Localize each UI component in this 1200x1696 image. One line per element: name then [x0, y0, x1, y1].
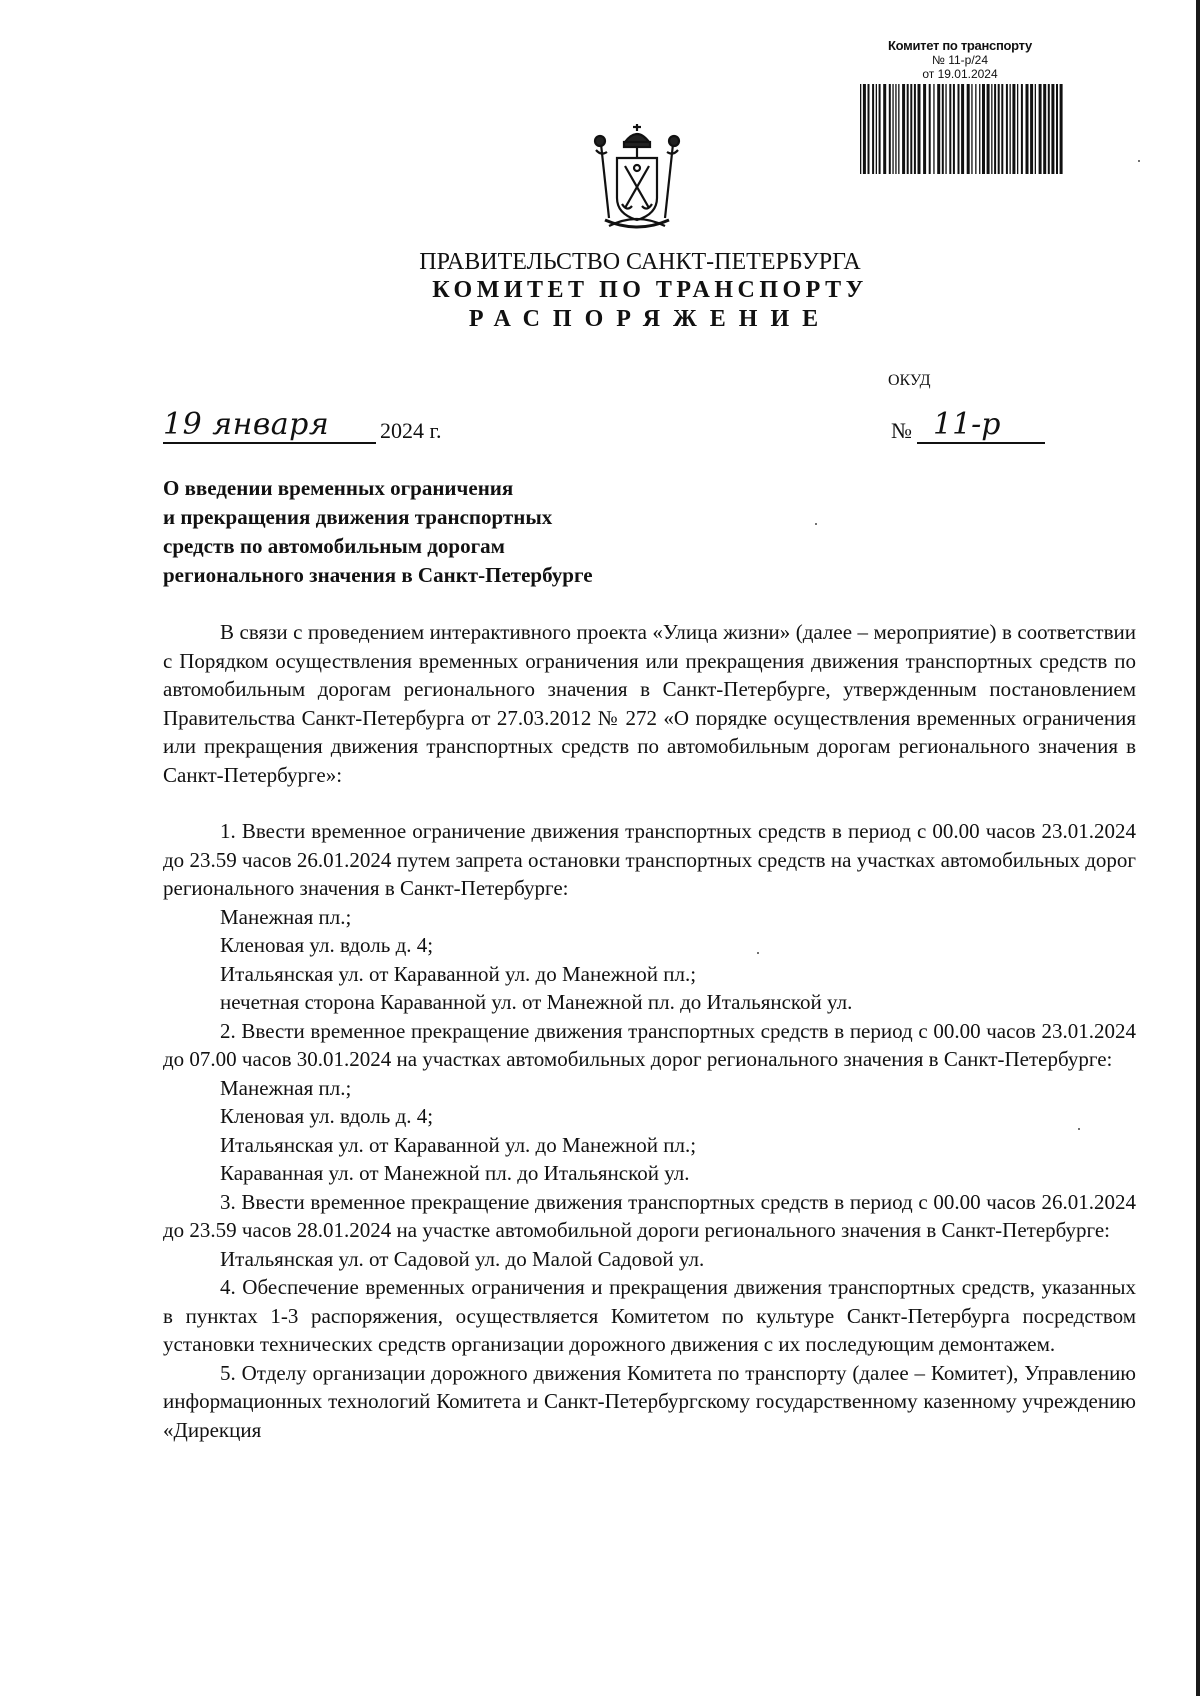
barcode-bar — [937, 84, 940, 174]
subject-line: О введении временных ограничения — [163, 476, 514, 500]
barcode-bar — [867, 84, 869, 174]
barcode-bar — [952, 84, 954, 174]
barcode-bar — [982, 84, 985, 174]
subject-line: регионального значения в Санкт-Петербурге — [163, 563, 593, 587]
page-edge — [1196, 0, 1200, 1696]
document-number — [891, 407, 1056, 447]
barcode-icon — [858, 84, 1063, 174]
handwritten-date: 19 января — [163, 407, 330, 442]
item-4-paragraph: 4. Обеспечение временных ограничения и прекращения движения транспортных средств, указанных в пунктах 1-3 распоряжения, осуществляется Комитетом по культуре Санкт-Петербурга посредством установки технических средств организации дорожного движения с их последующим демонтажем. — [163, 1275, 1136, 1356]
scan-speck — [757, 952, 759, 954]
paragraph-gap — [163, 789, 1136, 817]
item-2-location: Манежная пл.; — [220, 1075, 352, 1100]
barcode-bar — [957, 84, 959, 174]
barcode-bar — [860, 84, 861, 174]
barcode-bar — [1012, 84, 1015, 174]
barcode-bar — [979, 84, 980, 174]
barcode-bar — [862, 84, 865, 174]
item-2-location: Кленовая ул. вдоль д. 4; — [220, 1104, 434, 1128]
barcode-bar — [898, 84, 899, 174]
barcode-bar — [1025, 84, 1028, 174]
barcode-bar — [895, 84, 896, 174]
document-subject — [163, 474, 683, 590]
number-underline — [917, 442, 1045, 444]
subject-line: средств по автомобильным дорогам — [163, 534, 505, 558]
barcode-bar — [945, 84, 946, 174]
barcode-bar — [1020, 84, 1022, 174]
item-3-paragraph: 3. Ввести временное прекращение движения транспортных средств в период с 00.00 часов 26.01.2024 до 23.59 часов 28.01.2024 на участке автомобильной дороги регионального значения в Санкт-Петербурге: — [163, 1189, 1136, 1242]
item-1-location: Манежная пл.; — [220, 904, 352, 929]
okud-label: ОКУД — [888, 372, 931, 389]
barcode-bar — [986, 84, 989, 174]
item-1-location: Кленовая ул. вдоль д. 4; — [220, 933, 434, 957]
scan-speck — [815, 523, 817, 525]
barcode-bar — [1059, 84, 1062, 174]
scan-speck — [1078, 1128, 1080, 1130]
item-3-location: Итальянская ул. от Садовой ул. до Малой Садовой ул. — [220, 1246, 705, 1271]
document-type: РАСПОРЯЖЕНИЕ — [468, 306, 832, 332]
barcode-bar — [910, 84, 912, 174]
date-year: 2024 г. — [380, 418, 442, 443]
scan-speck — [1138, 160, 1140, 162]
document-body — [163, 618, 1136, 1444]
barcode-bar — [913, 84, 915, 174]
barcode-bar — [997, 84, 999, 174]
committee-title: КОМИТЕТ ПО ТРАНСПОРТУ — [432, 277, 868, 303]
barcode-bar — [923, 84, 926, 174]
barcode-bar — [991, 84, 992, 174]
barcode-bar — [971, 84, 972, 174]
subject-line: и прекращения движения транспортных — [163, 505, 553, 529]
barcode-bar — [949, 84, 951, 174]
barcode-bar — [883, 84, 886, 174]
barcode-bar — [1009, 84, 1010, 174]
barcode-bar — [875, 84, 876, 174]
barcode-bar — [966, 84, 969, 174]
preamble-paragraph: В связи с проведением интерактивного проекта «Улица жизни» (далее – мероприятие) в соответствии с Порядком осуществления временных ограничения или прекращения движения транспортных средств по автомобильным дорогам регионального значения в Санкт-Петербурге, утвержденным постановлением Правительства Санкт-Петербурга от 27.03.2012 № 272 «О порядке осуществления временных ограничения или прекращения движения транспортных средств по автомобильным дорогам регионального значения в Санкт-Петербурге»: — [163, 620, 1136, 787]
barcode-bar — [917, 84, 920, 174]
stamp-committee: Комитет по транспорту — [888, 38, 1032, 53]
barcode-bar — [961, 84, 964, 174]
barcode-bar — [1043, 84, 1046, 174]
barcode-bar — [888, 84, 890, 174]
item-5-paragraph: 5. Отделу организации дорожного движения Комитета по транспорту (далее – Комитет), Управлению информационных технологий Комитета и Санкт-Петербургскому государственному казенному учреждению «Дирекция — [163, 1360, 1136, 1442]
item-2-location: Итальянская ул. от Караванной ул. до Манежной пл.; — [220, 1132, 697, 1157]
document-date — [163, 407, 463, 447]
barcode-bar — [1005, 84, 1007, 174]
barcode-bar — [1047, 84, 1049, 174]
barcode-bar — [1017, 84, 1018, 174]
barcode-bar — [1056, 84, 1058, 174]
barcode-bar — [892, 84, 893, 174]
barcode-bar — [1001, 84, 1003, 174]
barcode-bar — [1030, 84, 1033, 174]
item-1-location: Итальянская ул. от Караванной ул. до Манежной пл.; — [220, 961, 697, 986]
saint-petersburg-coat-of-arms-icon — [587, 122, 687, 232]
stamp-date: от 19.01.2024 — [922, 67, 998, 81]
date-underline — [163, 442, 376, 444]
barcode-bar — [941, 84, 943, 174]
barcode-bar — [1038, 84, 1041, 174]
item-2-location: Караванная ул. от Манежной пл. до Итальянской ул. — [220, 1161, 690, 1185]
stamp-number: № 11-р/24 — [931, 53, 988, 67]
item-1-paragraph: 1. Ввести временное ограничение движения транспортных средств в период с 00.00 часов 23.01.2024 до 23.59 часов 26.01.2024 путем запрета остановки транспортных средств на участках автомобильных дорог регионального значения в Санкт-Петербурге: — [163, 819, 1136, 900]
barcode-bar — [878, 84, 880, 174]
barcode-bar — [872, 84, 874, 174]
barcode-bar — [902, 84, 905, 174]
barcode-bar — [906, 84, 908, 174]
item-1-location: нечетная сторона Караванной ул. от Манежной пл. до Итальянской ул. — [220, 990, 853, 1014]
registration-stamp — [855, 38, 1065, 174]
number-label: № — [891, 418, 912, 443]
barcode-bar — [1051, 84, 1054, 174]
barcode-bar — [994, 84, 996, 174]
barcode-bar — [1034, 84, 1035, 174]
barcode-bar — [928, 84, 930, 174]
barcode-bar — [975, 84, 976, 174]
barcode-bar — [933, 84, 934, 174]
government-title: ПРАВИТЕЛЬСТВО САНКТ-ПЕТЕРБУРГА — [419, 249, 861, 275]
handwritten-number: 11-р — [933, 407, 1001, 442]
item-2-paragraph: 2. Ввести временное прекращение движения транспортных средств в период с 00.00 часов 23.01.2024 до 07.00 часов 30.01.2024 на участках автомобильных дорог регионального значения в Санкт-Петербурге: — [163, 1018, 1136, 1071]
